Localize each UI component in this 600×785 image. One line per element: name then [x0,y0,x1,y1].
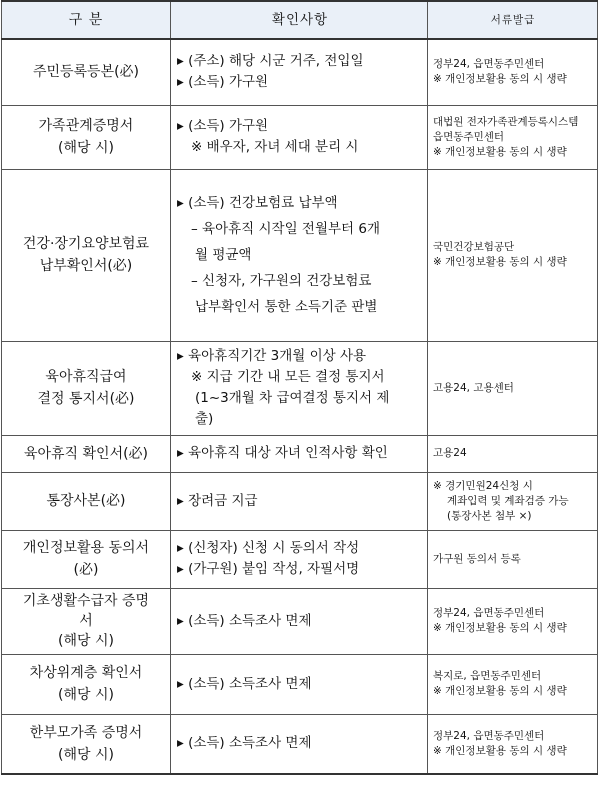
check-line: ▸ (소득) 가구원 [177,74,269,91]
check-cell [171,472,428,530]
category-text: 육아휴직급여 [45,369,127,385]
check-line: (1~3개월 차 급여결정 통지서 제 [195,390,390,406]
issue-line: ※ 개인정보활용 동의 시 생략 [433,145,567,158]
check-cell [171,654,428,714]
category-text: 통장사본(必) [46,493,126,509]
check-cell [171,530,428,588]
table-row [2,169,598,341]
category-cell [2,435,171,472]
issue-line: 국민건강보험공단 [433,241,515,253]
category-text: 건강·장기요양보험료 [22,236,150,252]
issue-line: 정부24, 읍면동주민센터 [433,607,545,619]
category-text: 가족관계증명서 [38,118,134,134]
issue-cell [428,105,598,169]
issue-cell [428,472,598,530]
issue-line: 계좌입력 및 계좌검증 가능 [447,494,569,507]
category-text: 한부모가족 증명서 [29,724,143,741]
issue-cell [428,435,598,472]
header-check: 확인사항 [171,1,428,39]
table-row [2,588,598,654]
check-line: 납부확인서 통한 소득기준 판별 [195,299,378,315]
issue-line: 대법원 전자가족관계등록시스템 [433,115,579,128]
category-cell [2,341,171,435]
check-cell [171,588,428,654]
check-line: ▸ (소득) 건강보험료 납부액 [177,195,338,211]
check-line: ▸ (소득) 소득조사 면제 [177,735,312,752]
category-text: 결정 통지서(必) [37,391,135,407]
check-line: ▸ (소득) 소득조사 면제 [177,612,312,629]
category-text: (必) [73,562,99,578]
category-cell [2,654,171,714]
issue-cell [428,39,598,105]
check-line: – 신청자, 가구원의 건강보험료 [191,273,372,289]
issue-cell [428,530,598,588]
category-text: 주민등록등본(必) [32,64,140,81]
table-row [2,472,598,530]
issue-cell [428,714,598,774]
category-cell [2,169,171,341]
category-text: 차상위계층 확인서 [29,665,143,681]
table-row [2,435,598,472]
issue-cell [428,588,598,654]
issue-line: 복지로, 읍면동주민센터 [433,670,542,682]
check-cell [171,39,428,105]
category-cell [2,39,171,105]
check-line: ▸ (신청자) 신청 시 동의서 작성 [177,540,360,556]
category-text: 육아휴직 확인서(必) [23,445,149,462]
check-line: ▸ (가구원) 붙임 작성, 자필서명 [177,561,360,577]
issue-cell [428,341,598,435]
issue-line: ※ 개인정보활용 동의 시 생략 [433,256,567,268]
issue-line: 고용24 [433,447,467,459]
category-text: (해당 시) [58,746,114,763]
issue-line: ※ 개인정보활용 동의 시 생략 [433,685,567,697]
table-row [2,714,598,774]
issue-line: 고용24, 고용센터 [433,381,514,394]
check-cell [171,435,428,472]
header-issue: 서류발급 [428,1,598,39]
category-cell [2,588,171,654]
issue-line: 읍면동주민센터 [433,130,505,143]
category-cell [2,472,171,530]
issue-line: ※ 개인정보활용 동의 시 생략 [433,73,567,86]
issue-line: ※ 개인정보활용 동의 시 생략 [433,622,567,634]
category-text: (해당 시) [58,140,114,156]
category-text: (해당 시) [58,687,114,703]
issue-cell [428,169,598,341]
table-row [2,654,598,714]
check-line: ※ 지급 기간 내 모든 결정 통지서 [191,369,385,385]
check-cell [171,105,428,169]
category-text: 기초생활수급자 증명 [22,593,150,609]
issue-line: 정부24, 읍면동주민센터 [433,58,545,71]
check-cell [171,341,428,435]
check-line: ▸ 장려금 지급 [177,492,258,509]
check-line: ▸ 육아휴직기간 3개월 이상 사용 [177,348,367,364]
table-row [2,341,598,435]
issue-line: ※ 경기민원24신청 시 [433,479,533,492]
category-text: (해당 시) [58,633,114,649]
check-cell [171,714,428,774]
check-line: ▸ (소득) 소득조사 면제 [177,675,312,692]
category-cell [2,105,171,169]
table-header-row [2,1,598,39]
check-cell [171,169,428,341]
header-category: 구 분 [2,1,171,39]
issue-line: 정부24, 읍면동주민센터 [433,729,545,742]
issue-line: (통장사본 첨부 ×) [447,509,532,522]
issue-cell [428,654,598,714]
category-text: 서 [79,613,93,629]
check-line: ※ 배우자, 자녀 세대 분리 시 [191,139,359,155]
category-cell [2,714,171,774]
table-row [2,39,598,105]
check-line: – 육아휴직 시작일 전월부터 6개 [191,221,380,237]
table-row [2,530,598,588]
check-line: ▸ (주소) 해당 시군 거주, 전입일 [177,53,364,70]
check-line: ▸ (소득) 가구원 [177,118,269,134]
issue-line: 가구원 동의서 등록 [433,552,521,565]
check-line: ▸ 육아휴직 대상 자녀 인적사항 확인 [177,445,388,461]
document-table [1,0,598,775]
table-row [2,105,598,169]
issue-line: ※ 개인정보활용 동의 시 생략 [433,744,567,757]
category-text: 납부확인서(必) [39,258,133,274]
category-text: 개인정보활용 동의서 [22,540,150,556]
category-cell [2,530,171,588]
check-line: 출) [195,411,214,427]
check-line: 월 평균액 [195,247,252,263]
